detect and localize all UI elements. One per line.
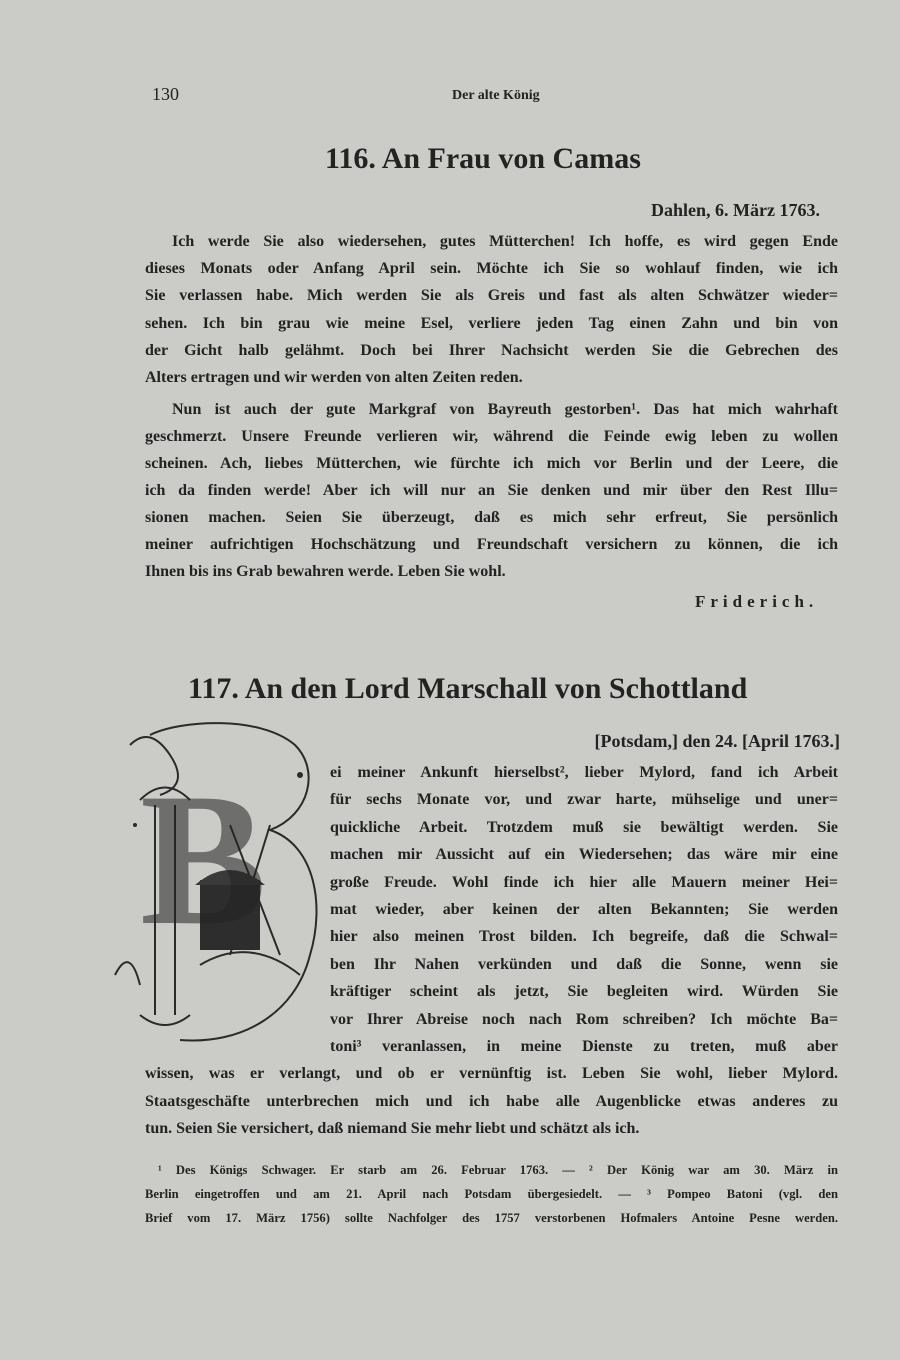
text-line: wissen, was er verlangt, und ob er vernünftig ist. Leben Sie wohl, lieber Mylord. xyxy=(145,1065,838,1082)
text-line: ich da finden werde! Aber ich will nur an Sie denken und mir über den Rest Illu= xyxy=(145,482,838,499)
text-line: tun. Seien Sie versichert, daß niemand Sie mehr liebt und schätzt als ich. xyxy=(145,1120,640,1137)
text-line: sehen. Ich bin grau wie meine Esel, verliere jeden Tag einen Zahn und bin von xyxy=(145,315,838,332)
text-line: Ich werde Sie also wiedersehen, gutes Mütterchen! Ich hoffe, es wird gegen Ende xyxy=(172,233,838,250)
text-line: Ihnen bis ins Grab bewahren werde. Leben Sie wohl. xyxy=(145,563,506,580)
signature: Friderich. xyxy=(695,592,819,611)
page-number: 130 xyxy=(152,84,179,104)
text-line: machen mir Aussicht auf ein Wiedersehen; das wäre mir eine xyxy=(330,846,838,863)
text-line: Alters ertragen und wir werden von alten Zeiten reden. xyxy=(145,369,523,386)
text-line: scheinen. Ach, liebes Mütterchen, wie fürchte ich mich vor Berlin und der Leere, die xyxy=(145,455,838,472)
text-line: vor Ihrer Abreise noch nach Rom schreiben? Ich möchte Ba= xyxy=(330,1011,838,1028)
text-line: quickliche Arbeit. Trotzdem muß sie bewältigt werden. Sie xyxy=(330,819,838,836)
letter-117-dateline: [Potsdam,] den 24. [April 1763.] xyxy=(594,731,840,751)
letter-116-dateline: Dahlen, 6. März 1763. xyxy=(651,200,820,220)
text-line: meiner aufrichtigen Hochschätzung und Freundschaft versichern zu können, die ich xyxy=(145,536,838,553)
text-line: geschmerzt. Unsere Freunde verlieren wir, während die Feinde ewig leben zu wollen xyxy=(145,428,838,445)
letter-117-title: 117. An den Lord Marschall von Schottland xyxy=(188,672,748,705)
text-line: hier also meinen Trost bilden. Ich begreife, daß die Schwal= xyxy=(330,928,838,945)
text-line: für sechs Monate vor, und zwar harte, mühselige und uner= xyxy=(330,791,838,808)
text-line: große Freude. Wohl finde ich hier alle Mauern meiner Hei= xyxy=(330,874,838,891)
text-line: Staatsgeschäfte unterbrechen mich und ich habe alle Augenblicke etwas anderes zu xyxy=(145,1093,838,1110)
letter-116-title: 116. An Frau von Camas xyxy=(325,142,641,175)
footnote-line: Brief vom 17. März 1756) sollte Nachfolger des 1757 verstorbenen Hofmalers Antoine Pesne werden. xyxy=(145,1211,838,1225)
running-title: Der alte König xyxy=(452,88,540,103)
text-line: mat wieder, aber keinen der alten Bekannten; Sie werden xyxy=(330,901,838,918)
text-line: sionen machen. Seien Sie überzeugt, daß es mich sehr erfreut, Sie persönlich xyxy=(145,509,838,526)
text-line: ei meiner Ankunft hierselbst², lieber Mylord, fand ich Arbeit xyxy=(330,764,838,781)
text-line: Sie verlassen habe. Mich werden Sie als Greis und fast als alten Schwätzer wieder= xyxy=(145,287,838,304)
text-line: Nun ist auch der gute Markgraf von Bayreuth gestorben¹. Das hat mich wahrhaft xyxy=(172,401,838,418)
text-line: ben Ihr Nahen verkünden und daß die Sonne, wenn sie xyxy=(330,956,838,973)
text-line: der Gicht halb gelähmt. Doch bei Ihrer Nachsicht werden Sie die Gebrechen des xyxy=(145,342,838,359)
drop-cap-letter: B xyxy=(140,755,267,965)
footnote-line: ¹ Des Königs Schwager. Er starb am 26. Februar 1763. — ² Der König war am 30. März in xyxy=(158,1163,838,1177)
footnote-line: Berlin eingetroffen und am 21. April nach Potsdam übergesiedelt. — ³ Pompeo Batoni (vgl. den xyxy=(145,1187,838,1201)
text-line: dieses Monats oder Anfang April sein. Möchte ich Sie so wohlauf finden, wie ich xyxy=(145,260,838,277)
text-line: kräftiger scheint als jetzt, Sie begleiten wird. Würden Sie xyxy=(330,983,838,1000)
text-line: toni³ veranlassen, in meine Dienste zu treten, muß aber xyxy=(330,1038,838,1055)
